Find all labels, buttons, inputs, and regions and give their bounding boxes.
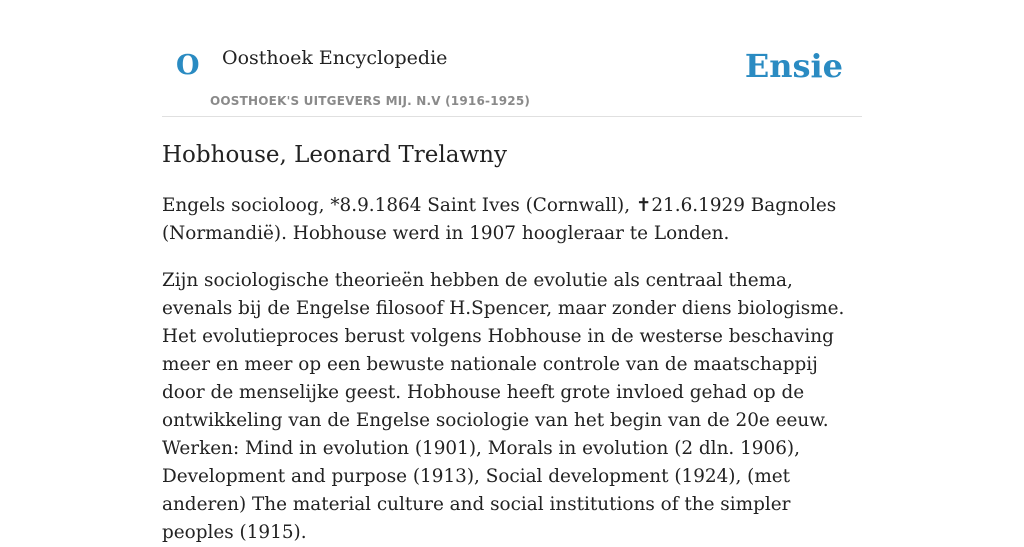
logo-mark[interactable]: O (176, 50, 200, 81)
publisher-subtitle: OOSTHOEK'S UITGEVERS MIJ. N.V (1916-1925) (210, 94, 531, 108)
ensie-logo[interactable]: Ensie (744, 47, 843, 85)
article-paragraph: Zijn sociologische theorieën hebben de evolutie als centraal thema, evenals bij de Engelse filosoof H.Spencer, maar zonder diens biologisme. Het evolutieproces berust volgens Hobhouse in de westerse beschaving meer en meer op een bewuste nationale controle van de maatschappij door de menselijke geest. Hobhouse heeft grote invloed gehad op de ontwikkeling van de Engelse sociologie van het begin van de 20e eeuw. Werken: Mind in evolution (1901), Morals in evolution (2 dln. 1906), Development and purpose (1913), Social development (1924), (met anderen) The material culture and social institutions of the simpler peoples (1915). (162, 270, 845, 543)
article-title: Hobhouse, Leonard Trelawny (162, 142, 507, 168)
site-header (162, 0, 862, 117)
page (162, 0, 862, 543)
site-title[interactable]: Oosthoek Encyclopedie (222, 47, 448, 69)
article-paragraph: Engels socioloog, *8.9.1864 Saint Ives (Cornwall), ✝21.6.1929 Bagnoles (Normandië). Hobhouse werd in 1907 hoogleraar te Londen. (162, 195, 837, 244)
